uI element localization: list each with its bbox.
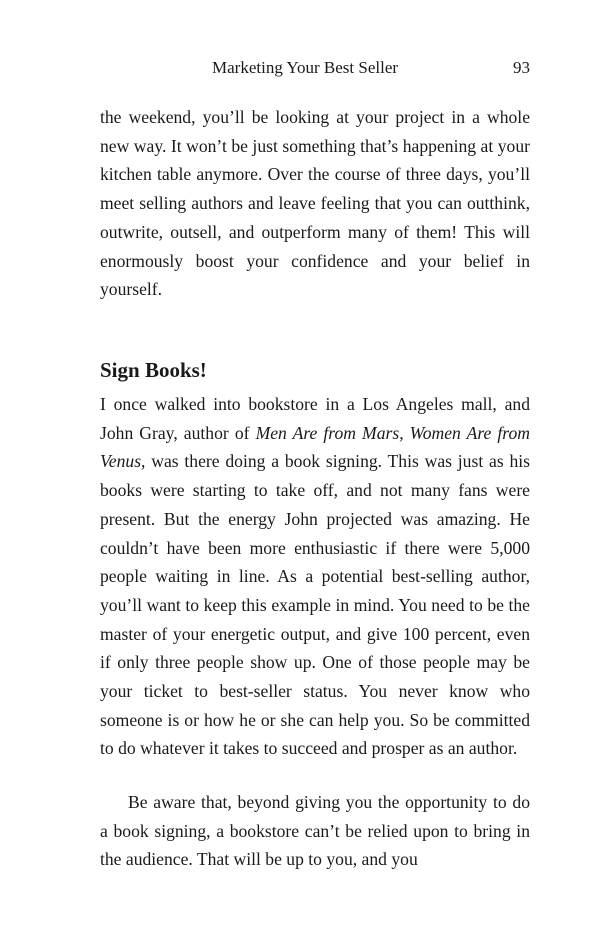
paragraph-text: the weekend, you’ll be looking at your project in a whole new way. It won’t be just something that’s happening at your kitchen table anymore. Over the course of three days, you’ll meet selling authors and leave feeling that you can outthink, outwrite, outsell, and outperform many of them! This will enormously boost your confidence and your belief in yourself. [100, 107, 530, 300]
paragraph-text-segment: I once walked into bookstore in a Los Angeles mall, and John Gray, author of [100, 394, 530, 443]
paragraph-text [100, 390, 530, 763]
section-heading: Sign Books! [100, 358, 207, 382]
body-paragraph [100, 103, 530, 304]
paragraph-text-segment: , was there doing a book signing. This was just as his books were starting to take off, and not many fans were present. But the energy John projected was amazing. He couldn’t have been more enthusiastic if there were 5,000 people waiting in line. As a potential best-selling author, you’ll want to keep this example in mind. You need to be the master of your energetic output, and give 100 percent, even if only three people show up. One of those people may be your ticket to best-seller status. You never know who someone is or how he or she can help you. So be committed to do whatever it takes to succeed and prosper as an author. [100, 451, 530, 759]
page-number: 93 [513, 58, 530, 77]
book-title: Men Are from Mars, Women Are from Venus [100, 422, 530, 472]
paragraph-text: Be aware that, beyond giving you the opportunity to do a book signing, a bookstore can’t be relied upon to bring in the audience. That will be up to you, and you [100, 792, 530, 870]
body-paragraph [100, 788, 530, 874]
running-header [100, 56, 530, 80]
running-title: Marketing Your Best Seller [212, 58, 399, 77]
body-paragraph [100, 390, 530, 763]
